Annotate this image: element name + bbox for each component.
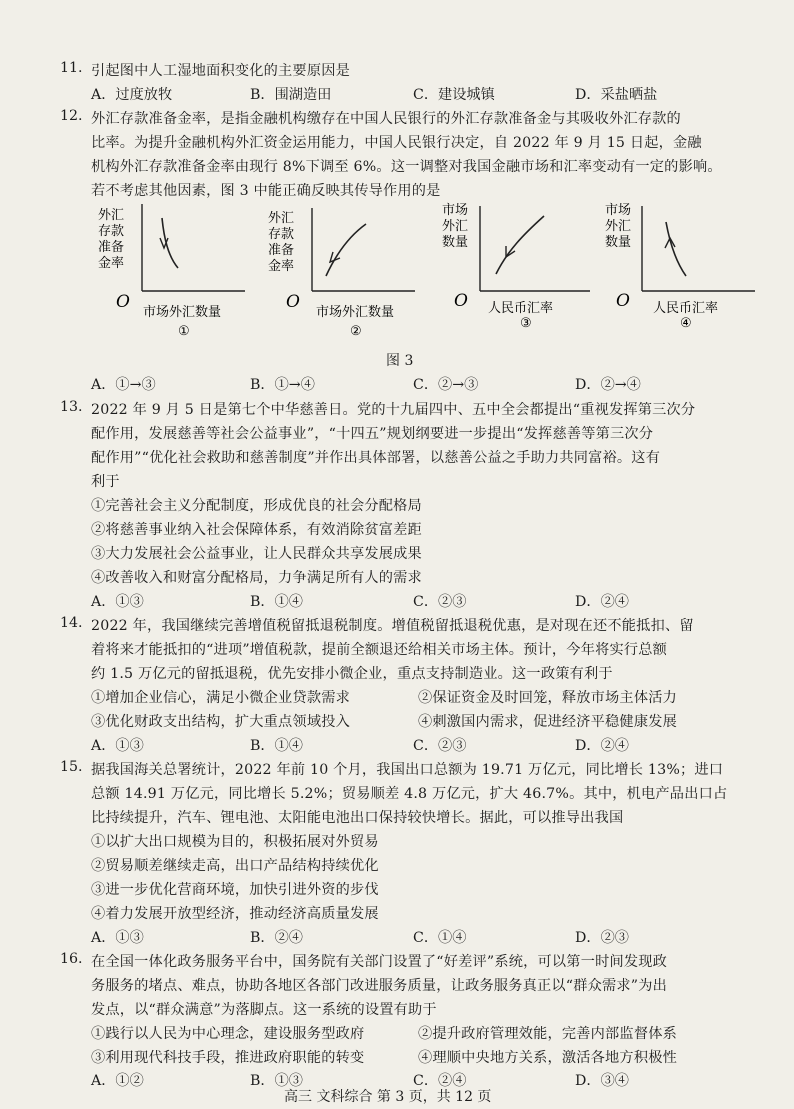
statement-item: ③优化财政支出结构，扩大重点领域投入 (91, 714, 350, 730)
question-stem-line: 外汇存款准备金率，是指金融机构缴存在中国人民银行的外汇存款准备金与其吸收外汇存款的 (91, 111, 681, 127)
option-d: D．②④ (575, 738, 629, 754)
option-b: B．围湖造田 (250, 87, 332, 103)
page-footer: 高三 文科综合 第 3 页，共 12 页 (284, 1089, 492, 1105)
option-a: A．①③ (91, 594, 144, 610)
option-c: C．②③ (413, 738, 467, 754)
question-number: 11. (60, 60, 83, 76)
option-b: B．①④ (250, 594, 303, 610)
question-stem-line: 配作用，发展慈善等社会公益事业”，“十四五”规划纲要进一步提出“发挥慈善等第三次分 (91, 426, 654, 442)
graph-3 (442, 202, 590, 331)
graph-y-label: 存款 (98, 224, 125, 239)
statement-item: ③利用现代科技手段，推进政府职能的转变 (91, 1050, 365, 1066)
option-d: D．②④ (575, 594, 629, 610)
option-b: B．②④ (250, 930, 303, 946)
graph-y-label: 市场 (442, 203, 469, 218)
question-stem-line: 在全国一体化政务服务平台中，国务院有关部门设置了“好差评”系统，可以第一时间发现政 (91, 954, 668, 970)
graph-x-label: 市场外汇数量 (143, 305, 222, 320)
graph-y-label: 外汇 (268, 211, 295, 226)
statement-item: ④理顺中央地方关系，激活各地方积极性 (418, 1050, 677, 1066)
question-stem-line: 引起图中人工湿地面积变化的主要原因是 (91, 63, 350, 79)
question-stem-line: 利于 (91, 474, 120, 490)
graph-y-label: 金率 (268, 259, 295, 274)
origin-label: O (616, 291, 630, 311)
graph-y-label: 外汇 (605, 219, 632, 234)
question-number: 16. (60, 951, 83, 967)
statement-item: ④改善收入和财富分配格局，力争满足所有人的需求 (91, 570, 422, 586)
option-a: A．①→③ (91, 377, 156, 393)
question-number: 15. (60, 759, 83, 775)
statement-item: ②保证资金及时回笼，释放市场主体活力 (418, 690, 677, 706)
question-stem-line: 若不考虑其他因素，图 3 中能正确反映其传导作用的是 (91, 183, 441, 199)
graph-y-label: 存款 (268, 227, 295, 242)
graph-y-label: 数量 (442, 235, 469, 250)
option-c: C．①④ (413, 930, 467, 946)
origin-label: O (454, 291, 468, 311)
origin-label: O (116, 292, 130, 312)
graph-y-label: 外汇 (442, 219, 469, 234)
curve (496, 216, 544, 274)
figure-3 (90, 200, 770, 350)
graph-1 (98, 204, 245, 339)
graph-number: ② (350, 324, 362, 339)
option-c: C．建设城镇 (413, 87, 495, 103)
question-stem-line: 据我国海关总署统计，2022 年前 10 个月，我国出口总额为 19.71 万亿元，同比增长 13%；进口 (91, 762, 724, 778)
option-d: D．②→④ (575, 377, 641, 393)
option-b: B．①→④ (250, 377, 315, 393)
statement-item: ①增加企业信心，满足小微企业贷款需求 (91, 690, 350, 706)
graph-x-label: 人民币汇率 (488, 301, 554, 316)
question-stem-line: 机构外汇存款准备金率由现行 8%下调至 6%。这一调整对我国金融市场和汇率变动有一定的影响。 (91, 159, 722, 175)
graph-4 (605, 202, 755, 331)
graph-y-label: 准备 (98, 240, 125, 255)
question-stem-line: 2022 年 9 月 5 日是第七个中华慈善日。党的十九届四中、五中全会都提出“重视发挥第三次分 (91, 402, 696, 418)
option-d: D．③④ (575, 1073, 629, 1089)
option-c: C．②→③ (413, 377, 479, 393)
graph-number: ③ (520, 316, 532, 331)
question-number: 14. (60, 615, 83, 631)
question-stem-line: 总额 14.91 万亿元，同比增长 5.2%；贸易顺差 4.8 万亿元，扩大 46.7%。其中，机电产品出口占 (91, 786, 728, 802)
arrow-up-icon (665, 238, 675, 248)
statement-item: ③进一步优化营商环境，加快引进外资的步伐 (91, 882, 379, 898)
option-d: D．②③ (575, 930, 629, 946)
statement-item: ②将慈善事业纳入社会保障体系，有效消除贫富差距 (91, 522, 422, 538)
graph-y-label: 市场 (605, 203, 632, 218)
graph-y-label: 外汇 (98, 208, 125, 223)
option-b: B．①④ (250, 738, 303, 754)
graph-x-label: 市场外汇数量 (316, 305, 395, 320)
option-a: A．①③ (91, 738, 144, 754)
statement-item: ②提升政府管理效能，完善内部监督体系 (418, 1026, 677, 1042)
graph-2 (268, 208, 415, 339)
option-c: C．②④ (413, 1073, 467, 1089)
graph-number: ① (178, 324, 190, 339)
statement-item: ④刺激国内需求，促进经济平稳健康发展 (418, 714, 677, 730)
option-a: A．过度放牧 (91, 87, 173, 103)
figure-caption: 图 3 (386, 353, 414, 369)
option-a: A．①③ (91, 930, 144, 946)
option-a: A．①② (91, 1073, 144, 1089)
statement-item: ②贸易顺差继续走高，出口产品结构持续优化 (91, 858, 379, 874)
question-stem-line: 比率。为提升金融机构外汇资金运用能力，中国人民银行决定，自 2022 年 9 月 15 日起，金融 (91, 135, 702, 151)
curve (326, 224, 366, 276)
graph-number: ④ (680, 316, 692, 331)
option-b: B．①③ (250, 1073, 303, 1089)
graph-y-label: 准备 (268, 243, 295, 258)
statement-item: ①完善社会主义分配制度，形成优良的社会分配格局 (91, 498, 422, 514)
statement-item: ④着力发展开放型经济，推动经济高质量发展 (91, 906, 379, 922)
statement-item: ③大力发展社会公益事业，让人民群众共享发展成果 (91, 546, 422, 562)
question-stem-line: 2022 年，我国继续完善增值税留抵退税制度。增值税留抵退税优惠，是对现在还不能抵扣、留 (91, 618, 694, 634)
question-stem-line: 务服务的堵点、难点，协助各地区各部门改进服务质量，让政务服务真正以“群众需求”为出 (91, 978, 668, 994)
question-stem-line: 比持续提升，汽车、锂电池、太阳能电池出口保持较快增长。据此，可以推导出我国 (91, 810, 624, 826)
question-stem-line: 发点，以“群众满意”为落脚点。这一系统的设置有助于 (91, 1002, 437, 1018)
option-c: C．②③ (413, 594, 467, 610)
question-number: 13. (60, 399, 83, 415)
graph-y-label: 金率 (98, 256, 125, 271)
option-d: D．采盐晒盐 (575, 87, 658, 103)
statement-item: ①以扩大出口规模为目的，积极拓展对外贸易 (91, 834, 379, 850)
curve (666, 222, 686, 276)
graph-y-label: 数量 (605, 235, 632, 250)
graph-x-label: 人民币汇率 (653, 301, 719, 316)
question-stem-line: 着将来才能抵扣的“进项”增值税款，提前全额退还给相关市场主体。预计，今年将实行总额 (91, 642, 668, 658)
curve (162, 218, 178, 268)
question-stem-line: 配作用”“优化社会救助和慈善制度”并作出具体部署，以慈善公益之手助力共同富裕。这有 (91, 450, 661, 466)
origin-label: O (286, 292, 300, 312)
question-number: 12. (60, 108, 83, 124)
statement-item: ①践行以人民为中心理念，建设服务型政府 (91, 1026, 365, 1042)
question-stem-line: 约 1.5 万亿元的留抵退税，优先安排小微企业，重点支持制造业。这一政策有利于 (91, 666, 613, 682)
